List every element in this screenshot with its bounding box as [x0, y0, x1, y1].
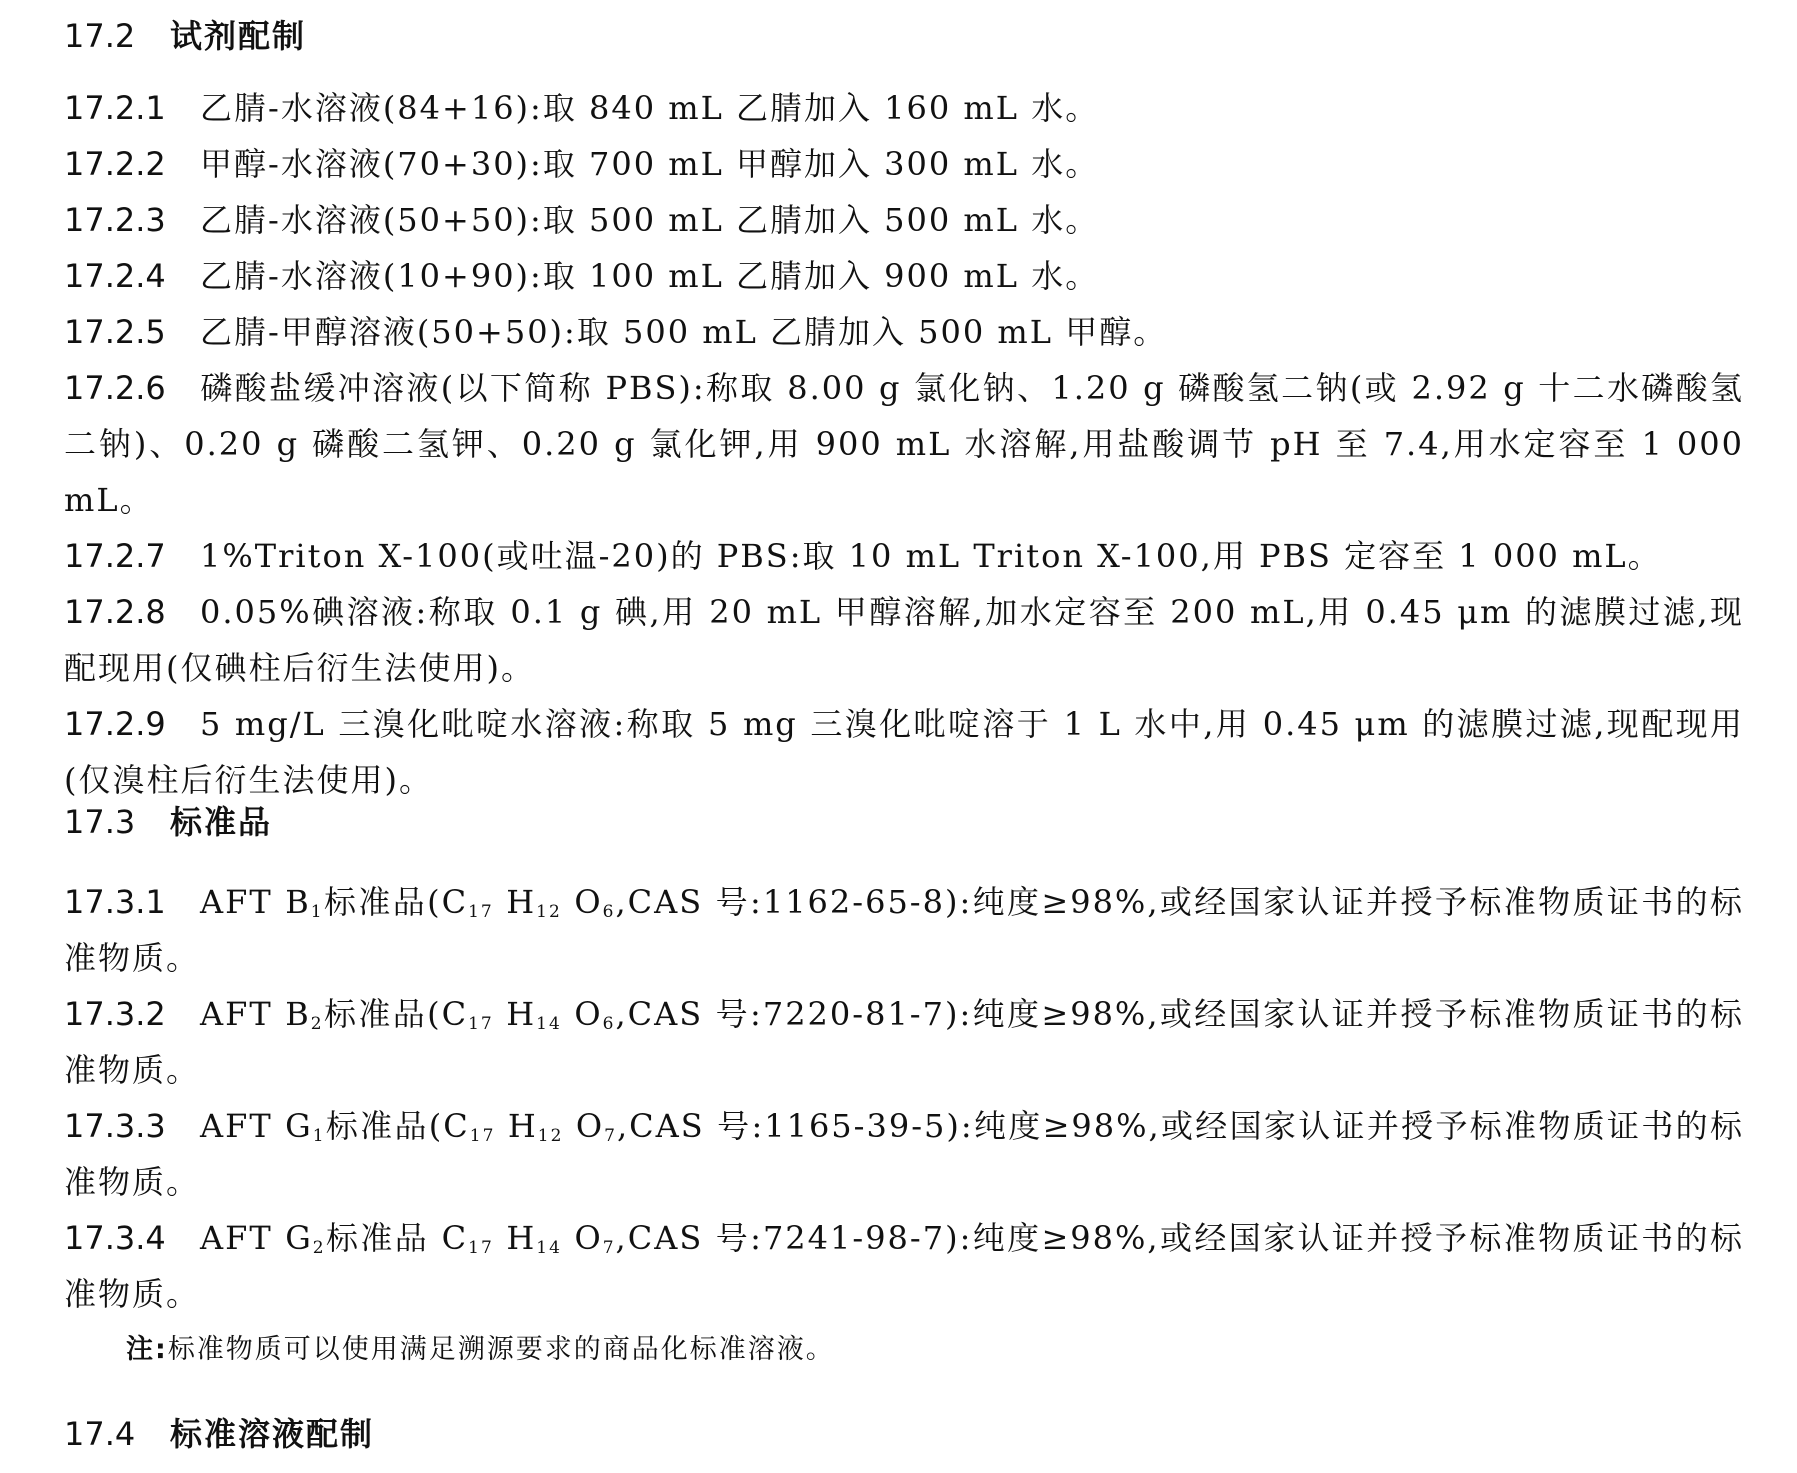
- formula-prefix: 标准品 C: [325, 1219, 469, 1257]
- oxygen-symbol: O: [561, 995, 603, 1033]
- hydrogen-count: 12: [537, 1126, 564, 1146]
- note-label: 注:: [126, 1334, 168, 1365]
- clause-text: 1%Triton X-100(或吐温-20)的 PBS:取 10 mL Triton X-100,用 PBS 定容至 1 000 mL。: [200, 537, 1662, 575]
- clause-number: 17.3.2: [64, 995, 166, 1033]
- clause-17-2-7: [64, 528, 1744, 584]
- formula-prefix: 标准品(C: [325, 1107, 470, 1145]
- oxygen-count: 7: [604, 1126, 617, 1146]
- clause-text: 乙腈-水溶液(50+50):取 500 mL 乙腈加入 500 mL 水。: [200, 201, 1100, 239]
- compound-name: AFT G: [200, 1107, 313, 1145]
- carbon-count: 17: [468, 1238, 494, 1258]
- clause-17-3-3: [64, 1098, 1744, 1210]
- clause-text: 甲醇-水溶液(70+30):取 700 mL 甲醇加入 300 mL 水。: [200, 145, 1100, 183]
- clause-17-2-9: [64, 696, 1744, 808]
- compound-subscript: 1: [312, 1126, 326, 1146]
- clause-number: 17.3.3: [64, 1107, 166, 1145]
- oxygen-count: 7: [602, 1238, 616, 1258]
- section-heading-17-2: [64, 16, 306, 56]
- hydrogen-symbol: H: [493, 1219, 537, 1257]
- section-title: 标准溶液配制: [170, 1415, 375, 1453]
- hydrogen-count: 12: [536, 902, 562, 922]
- note-text: 标准物质可以使用满足溯源要求的商品化标准溶液。: [167, 1334, 835, 1365]
- clause-number: 17.2.3: [64, 201, 166, 239]
- carbon-count: 17: [468, 1014, 494, 1034]
- clause-17-3-1: [64, 874, 1744, 986]
- carbon-count: 17: [468, 902, 494, 922]
- section-heading-17-3: [64, 802, 272, 842]
- clause-text: ,CAS 号:7220-81-7):纯度≥98%,或经国家认证并授予标准物质证书的标准物质。: [64, 995, 1744, 1089]
- clause-text: 磷酸盐缓冲溶液(以下简称 PBS):称取 8.00 g 氯化钠、1.20 g 磷酸氢二钠(或 2.92 g 十二水磷酸氢二钠)、0.20 g 磷酸二氢钾、0.20 g 氯化钾,用 900 mL 水溶解,用盐酸调节 pH 至 7.4,用水定容至 1 000 mL。: [64, 369, 1744, 519]
- clause-number: 17.2.1: [64, 89, 166, 127]
- carbon-count: 17: [469, 1126, 496, 1146]
- clause-number: 17.2.2: [64, 145, 166, 183]
- section-title: 标准品: [170, 803, 273, 841]
- clause-number: 17.2.8: [64, 593, 166, 631]
- hydrogen-symbol: H: [493, 995, 537, 1033]
- hydrogen-symbol: H: [495, 1107, 538, 1145]
- clause-number: 17.2.7: [64, 537, 166, 575]
- clause-17-2-3: [64, 192, 1744, 248]
- clause-17-3-2: [64, 986, 1744, 1098]
- standards-note: [64, 1330, 1744, 1370]
- clause-text: 5 mg/L 三溴化吡啶水溶液:称取 5 mg 三溴化吡啶溶于 1 L 水中,用 0.45 μm 的滤膜过滤,现配现用(仅溴柱后衍生法使用)。: [64, 705, 1744, 799]
- compound-subscript: 2: [310, 1014, 324, 1034]
- section-heading-17-4: [64, 1414, 374, 1454]
- oxygen-symbol: O: [561, 883, 603, 921]
- formula-prefix: 标准品(C: [323, 883, 469, 921]
- clause-17-3-4: [64, 1210, 1744, 1322]
- clause-number: 17.3.4: [64, 1219, 166, 1257]
- clause-text: ,CAS 号:1162-65-8):纯度≥98%,或经国家认证并授予标准物质证书的标准物质。: [64, 883, 1744, 977]
- section-number: 17.4: [64, 1415, 136, 1453]
- clause-number: 17.2.4: [64, 257, 166, 295]
- section-number: 17.2: [64, 17, 136, 55]
- hydrogen-symbol: H: [493, 883, 537, 921]
- oxygen-count: 6: [602, 1014, 616, 1034]
- compound-name: AFT B: [200, 995, 311, 1033]
- oxygen-symbol: O: [563, 1107, 605, 1145]
- section-body-17-2: [64, 80, 1744, 808]
- clause-text: 乙腈-甲醇溶液(50+50):取 500 mL 乙腈加入 500 mL 甲醇。: [200, 313, 1168, 351]
- clause-text: 0.05%碘溶液:称取 0.1 g 碘,用 20 mL 甲醇溶解,加水定容至 200 mL,用 0.45 μm 的滤膜过滤,现配现用(仅碘柱后衍生法使用)。: [64, 593, 1744, 687]
- oxygen-symbol: O: [561, 1219, 603, 1257]
- compound-name: AFT G: [200, 1219, 313, 1257]
- clause-17-2-6: [64, 360, 1744, 528]
- section-number: 17.3: [64, 803, 136, 841]
- oxygen-count: 6: [602, 902, 616, 922]
- clause-17-2-5: [64, 304, 1744, 360]
- compound-subscript: 1: [310, 902, 324, 922]
- clause-text: 乙腈-水溶液(10+90):取 100 mL 乙腈加入 900 mL 水。: [200, 257, 1100, 295]
- clause-text: ,CAS 号:1165-39-5):纯度≥98%,或经国家认证并授予标准物质证书的标准物质。: [64, 1107, 1744, 1201]
- clause-17-2-2: [64, 136, 1744, 192]
- clause-number: 17.2.5: [64, 313, 166, 351]
- hydrogen-count: 14: [536, 1238, 562, 1258]
- compound-subscript: 2: [312, 1238, 326, 1258]
- clause-number: 17.2.6: [64, 369, 166, 407]
- section-body-17-3: [64, 874, 1744, 1370]
- hydrogen-count: 14: [536, 1014, 562, 1034]
- clause-text: 乙腈-水溶液(84+16):取 840 mL 乙腈加入 160 mL 水。: [200, 89, 1100, 127]
- compound-name: AFT B: [200, 883, 311, 921]
- clause-text: ,CAS 号:7241-98-7):纯度≥98%,或经国家认证并授予标准物质证书的标准物质。: [64, 1219, 1745, 1313]
- clause-17-2-4: [64, 248, 1744, 304]
- clause-17-2-8: [64, 584, 1744, 696]
- section-title: 试剂配制: [170, 17, 307, 55]
- clause-number: 17.2.9: [64, 705, 166, 743]
- clause-number: 17.3.1: [64, 883, 166, 921]
- clause-17-2-1: [64, 80, 1744, 136]
- formula-prefix: 标准品(C: [323, 995, 469, 1033]
